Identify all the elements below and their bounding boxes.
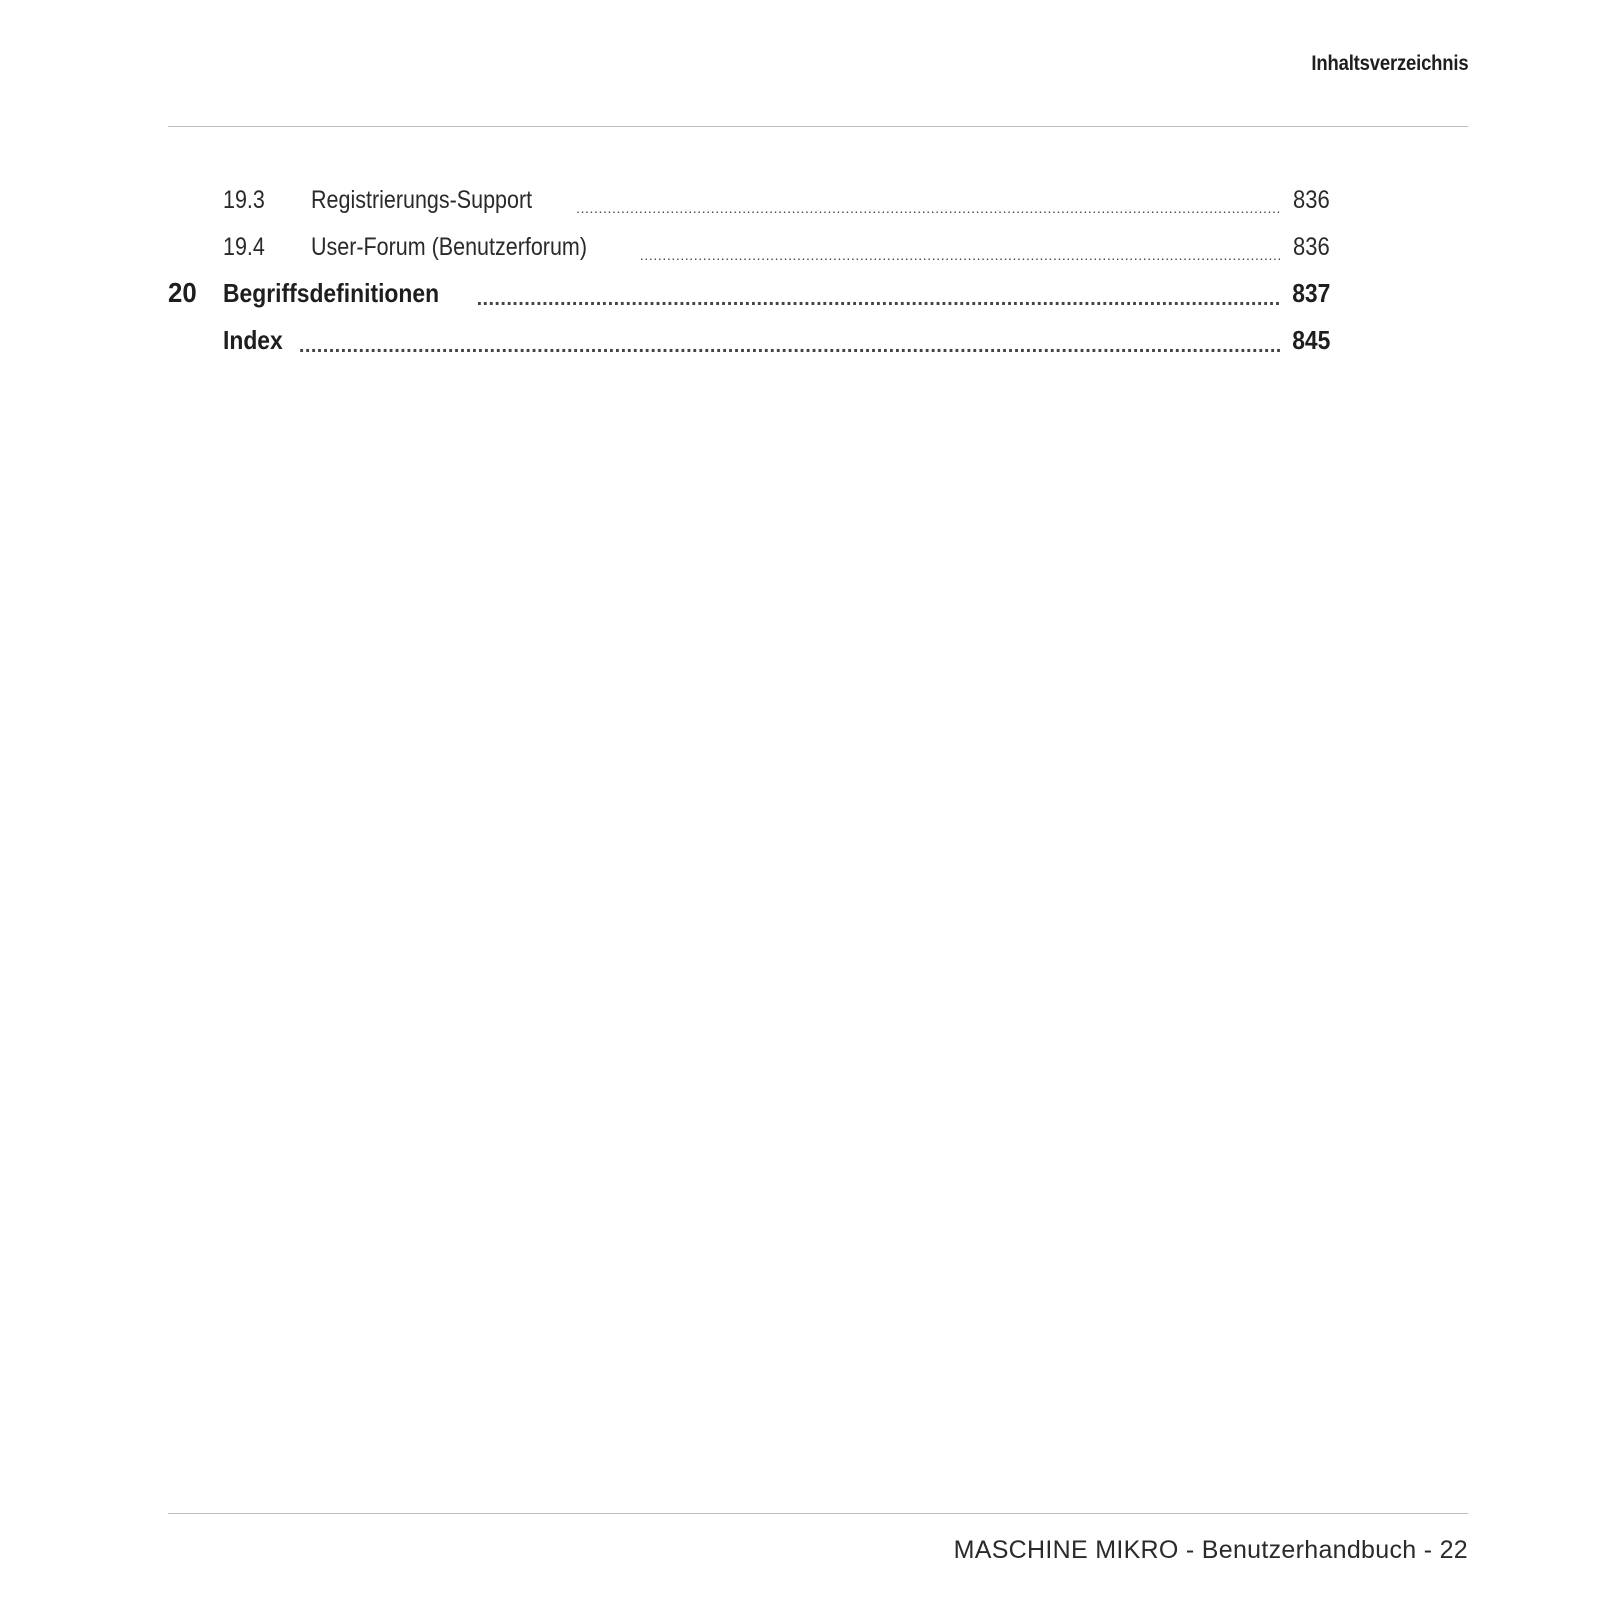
toc-entry-number: 19.4 (223, 233, 265, 261)
toc-entry-page: 837 (1291, 278, 1330, 308)
toc-entry-page: 836 (1293, 186, 1330, 214)
toc-chapter-number: 20 (168, 277, 197, 308)
toc-dot-leader (477, 289, 1281, 309)
toc-entry-label: Begriffsdefinitionen (223, 278, 440, 308)
header-divider (168, 126, 1468, 127)
toc-entry-page: 845 (1291, 325, 1330, 355)
toc-entry-label: User-Forum (Benutzerforum) (311, 233, 587, 261)
footer-divider (168, 1513, 1468, 1514)
toc-entry-label: Registrierungs-Support (311, 186, 533, 214)
toc-dot-leader (299, 336, 1281, 356)
toc-dot-leader (640, 248, 1282, 262)
page-footer: MASCHINE MIKRO - Benutzerhandbuch - 22 (953, 1536, 1468, 1564)
toc-entry-number: 19.3 (223, 186, 265, 214)
running-header-title: Inhaltsverzeichnis (1310, 52, 1468, 75)
table-of-contents (168, 174, 1330, 362)
toc-entry-label: Index (223, 325, 283, 355)
toc-entry-19-3[interactable] (168, 174, 1330, 221)
toc-entry-index[interactable] (168, 315, 1330, 362)
toc-entry-chapter-20[interactable] (168, 268, 1330, 315)
toc-entry-19-4[interactable] (168, 221, 1330, 268)
toc-entry-page: 836 (1293, 233, 1330, 261)
toc-dot-leader (576, 201, 1282, 215)
